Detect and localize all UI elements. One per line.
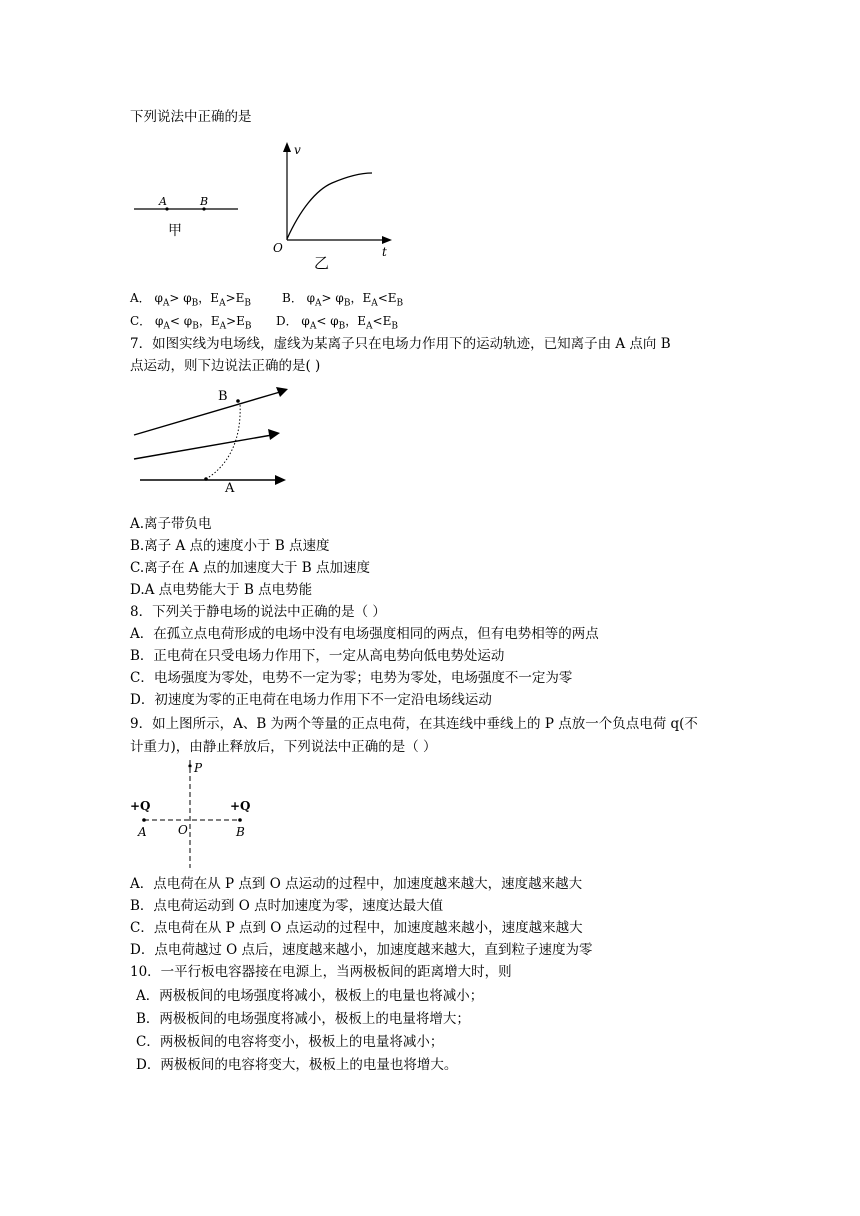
q9-option-d: D．点电荷越过 O 点后，速度越来越小，加速度越来越大，直到粒子速度为零	[130, 942, 593, 958]
q7-option-c: C.离子在 A 点的加速度大于 B 点加速度	[130, 560, 370, 576]
q10-option-b: B．两极板间的电场强度将减小，极板上的电量将增大；	[136, 1011, 470, 1027]
q10-stem: 10．一平行板电容器接在电源上，当两极板间的距离增大时，则	[130, 964, 512, 980]
figure-yi-axis-t: t	[382, 245, 387, 259]
q7-stem-line1: 7．如图实线为电场线，虚线为某离子只在电场力作用下的运动轨迹，已知离子由 A 点向 B	[130, 336, 671, 352]
q9-figure-label-b: B	[236, 825, 245, 839]
q9-option-c: C．点电荷在从 P 点到 O 点运动的过程中，加速度越来越小，速度越来越大	[130, 920, 583, 936]
figure-jia-caption: 甲	[168, 223, 182, 239]
q6-option-a: A． $\varphi_A> \varphi_B$，$E_A>E_B$	[130, 291, 252, 309]
q9-figure-label-o: O	[178, 823, 188, 837]
q7-stem-line2: 点运动，则下边说法正确的是( )	[130, 358, 321, 374]
q9-stem-line2: 计重力)，由静止释放后，下列说法中正确的是（ ）	[130, 739, 437, 755]
q8-option-c: C．电场强度为零处，电势不一定为零；电势为零处，电场强度不一定为零	[130, 670, 573, 686]
q8-stem: 8．下列关于静电场的说法中正确的是（ ）	[130, 604, 386, 620]
figure-jia	[130, 185, 242, 241]
q9-stem-line1: 9．如上图所示，A、B 为两个等量的正点电荷，在其连线中垂线上的 P 点放一个负点电荷 q(不	[130, 716, 698, 732]
q7-option-b: B.离子 A 点的速度小于 B 点速度	[130, 538, 330, 554]
figure-jia-label-b: B	[200, 195, 209, 208]
q6-stem-tail: 下列说法中正确的是	[130, 109, 252, 125]
q10-option-c: C．两极板间的电容将变小，极板上的电量将减小；	[136, 1034, 444, 1050]
figure-jia-label-a: A	[159, 195, 167, 208]
q7-figure	[130, 383, 294, 495]
q9-figure	[128, 758, 262, 870]
q8-option-d: D．初速度为零的正电荷在电场力作用下不一定沿电场线运动	[130, 692, 492, 708]
figure-yi-caption: 乙	[314, 254, 330, 272]
q6-option-b: B． $\varphi_A> \varphi_B$，$E_A<E_B$	[282, 291, 404, 309]
q7-figure-label-b: B	[218, 389, 228, 404]
figure-yi	[268, 140, 400, 272]
q7-option-d: D.A 点电势能大于 B 点电势能	[130, 582, 313, 598]
q9-option-a: A．点电荷在从 P 点到 O 点运动的过程中，加速度越来越大，速度越来越大	[130, 876, 583, 892]
q8-option-b: B．正电荷在只受电场力作用下，一定从高电势向低电势处运动	[130, 648, 505, 664]
figure-yi-axis-v: v	[294, 143, 301, 157]
q9-figure-label-qa: +Q	[130, 799, 151, 813]
q7-figure-label-a: A	[225, 481, 235, 495]
q9-figure-label-p: P	[194, 761, 203, 775]
q7-option-a: A.离子带负电	[130, 516, 212, 532]
q6-option-c: C． $\varphi_A< \varphi_B$，$E_A>E_B$	[130, 314, 252, 332]
q10-option-d: D．两极板间的电容将变大，极板上的电量也将增大。	[136, 1057, 458, 1073]
q9-option-b: B．点电荷运动到 O 点时加速度为零，速度达最大值	[130, 898, 444, 914]
q9-figure-label-qb: +Q	[230, 799, 251, 813]
q9-figure-label-a: A	[138, 825, 147, 839]
q6-option-d: D． $\varphi_A< \varphi_B$，$E_A<E_B$	[276, 314, 398, 332]
figure-yi-origin: O	[273, 241, 283, 255]
q10-option-a: A．两极板间的电场强度将减小，极板上的电量也将减小；	[136, 988, 484, 1004]
q8-option-a: A．在孤立点电荷形成的电场中没有电场强度相同的两点，但有电势相等的两点	[130, 626, 599, 642]
